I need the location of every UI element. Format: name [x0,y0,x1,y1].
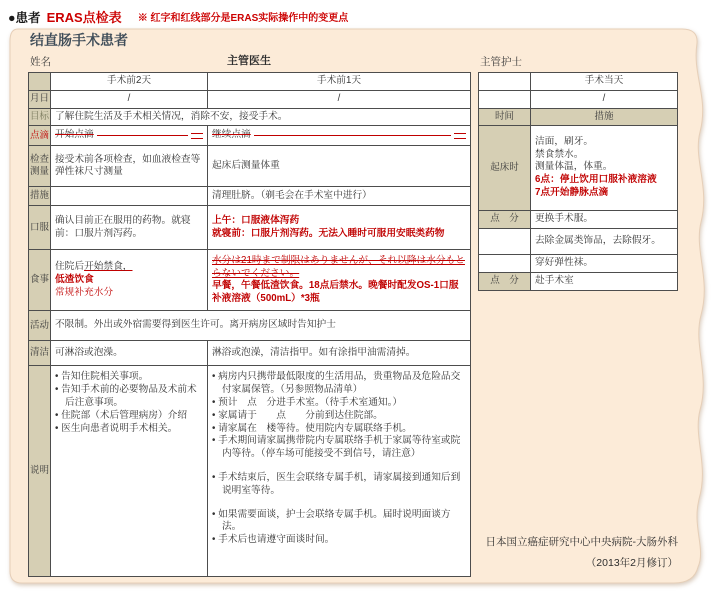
cell-oral-day1: 上午：口服液体泻药 就寝前：口服片剂泻药。无法入睡时可服用安眠类药物 [208,206,471,250]
cell-measure-day2 [51,187,208,206]
cell-date-day1: / [208,90,471,108]
cell-wakeup-actions: 洁面，刷牙。 禁食禁水。 测量体温，体重。 6点：停止饮用口服补液溶液 7点开始静脉点滴 [531,125,678,210]
col-header-day0: 手术当天 [531,73,678,91]
cell-exam-day1: 起床后测量体重 [208,146,471,187]
time-header: 时间 [479,108,531,125]
corner-cell-day [479,73,531,91]
cell-explain-day1: • 病房内只携带最低限度的生活用品，贵重物品及危险品交付家属保管。（另参照物品清单） • 预计 点 分进手术室。（待手术室通知。） • 家属请于 点 分前到达住院部。 • 请家属在 楼等待。使用院内专属联络手机。 • 手术期间请家属携带院内专属联络手机于家属等待室或院内等待。（停车场可能接受不到信号，请注意） • 手术结束后，医生会联络专属手机，请家属接到通知后到说明室等待。 • 如果需要面谈，护士会联络专属手机。届时说明面谈方法。 • 手术后也请遵守面谈时间。 [208,366,471,577]
cell-diet-day2: 住院后开始禁食， 低渣饮食 常规补充水分 [51,250,208,311]
col-header-day-minus1: 手术前1天 [208,73,471,91]
row-label-goal: 目标 [29,108,51,126]
row-label-activity: 活动 [29,311,51,341]
cell-goal: 了解住院生活及手术相关情况，消除不安，接受手术。 [51,108,471,126]
nurse-label: 主管护士 [480,56,522,68]
cell-drip-day2: 开始点滴 [51,126,208,146]
col-header-day-minus2: 手术前2天 [51,73,208,91]
cell-explain-day2: • 告知住院相关事项。 • 告知手术前的必要物品及术前术后注意事项。 • 住院部（术后管理病房）介绍 • 医生向患者说明手术相关。 [51,366,208,577]
cell-oral-day2: 确认目前正在服用的药物。就寝前：口服片剂泻药。 [51,206,208,250]
cell-measure-day1: 清理肚脐。（剃毛会在手术室中进行） [208,187,471,206]
row-label-explain: 说明 [29,366,51,577]
empty-label-cell [479,254,531,272]
empty-label-cell [479,91,531,109]
row-label-hygiene: 清洁 [29,341,51,366]
row-label-wakeup: 起床时 [479,125,531,210]
cell-exam-day2: 接受术前各项检查，如血液检查等 弹性袜尺寸测量 [51,146,208,187]
cell-diet-day1: 水分は21時まで制限はありませんが、それ以降は水分もとらないでください。 早餐，午餐低渣饮食。18点后禁水。晚餐时配发OS-1口服补液溶液（500mL）*3瓶 [208,250,471,311]
revision-date: （2013年2月修订） [585,557,678,569]
row-label-oral: 口服 [29,206,51,250]
cell-stockings: 穿好弹性袜。 [531,254,678,272]
row-label-exam: 检查测量 [29,146,51,187]
cell-change-gown: 更换手术服。 [531,210,678,228]
cell-date-day2: / [51,90,208,108]
row-label-time2: 点 分 [479,272,531,290]
row-label-drip: 点滴 [29,126,51,146]
cell-drip-day1: 继续点滴 [208,126,471,146]
row-label-date: 月日 [29,90,51,108]
document-header [8,7,348,27]
cell-date-day0: / [531,91,678,109]
hospital-name: 日本国立癌症研究中心中央病院-大肠外科 [485,536,678,548]
cell-activity: 不限制。外出或外宿需要得到医生许可。离开病房区域时告知护士 [51,311,471,341]
row-label-measure: 措施 [29,187,51,206]
surgery-day-table [478,72,678,291]
cell-remove-metal: 去除金属类饰品，去除假牙。 [531,228,678,254]
section-title: 结直肠手术患者 [30,32,128,48]
row-label-diet: 食事 [29,250,51,311]
preop-table [28,72,471,577]
corner-cell [29,73,51,91]
form-title: ERAS点检表 [46,10,122,25]
empty-label-cell [479,228,531,254]
row-label-time1: 点 分 [479,210,531,228]
cell-to-or: 赴手术室 [531,272,678,290]
legend-note: ※ 红字和红线部分是ERAS实际操作中的变更点 [137,13,349,24]
name-label: 姓名 [30,56,51,68]
action-header: 措施 [531,108,678,125]
cell-hygiene-day2: 可淋浴或泡澡。 [51,341,208,366]
patient-label: ●患者 [8,11,41,25]
cell-hygiene-day1: 淋浴或泡澡，清洁指甲。如有涂指甲油需清掉。 [208,341,471,366]
doctor-label: 主管医生 [227,55,271,67]
